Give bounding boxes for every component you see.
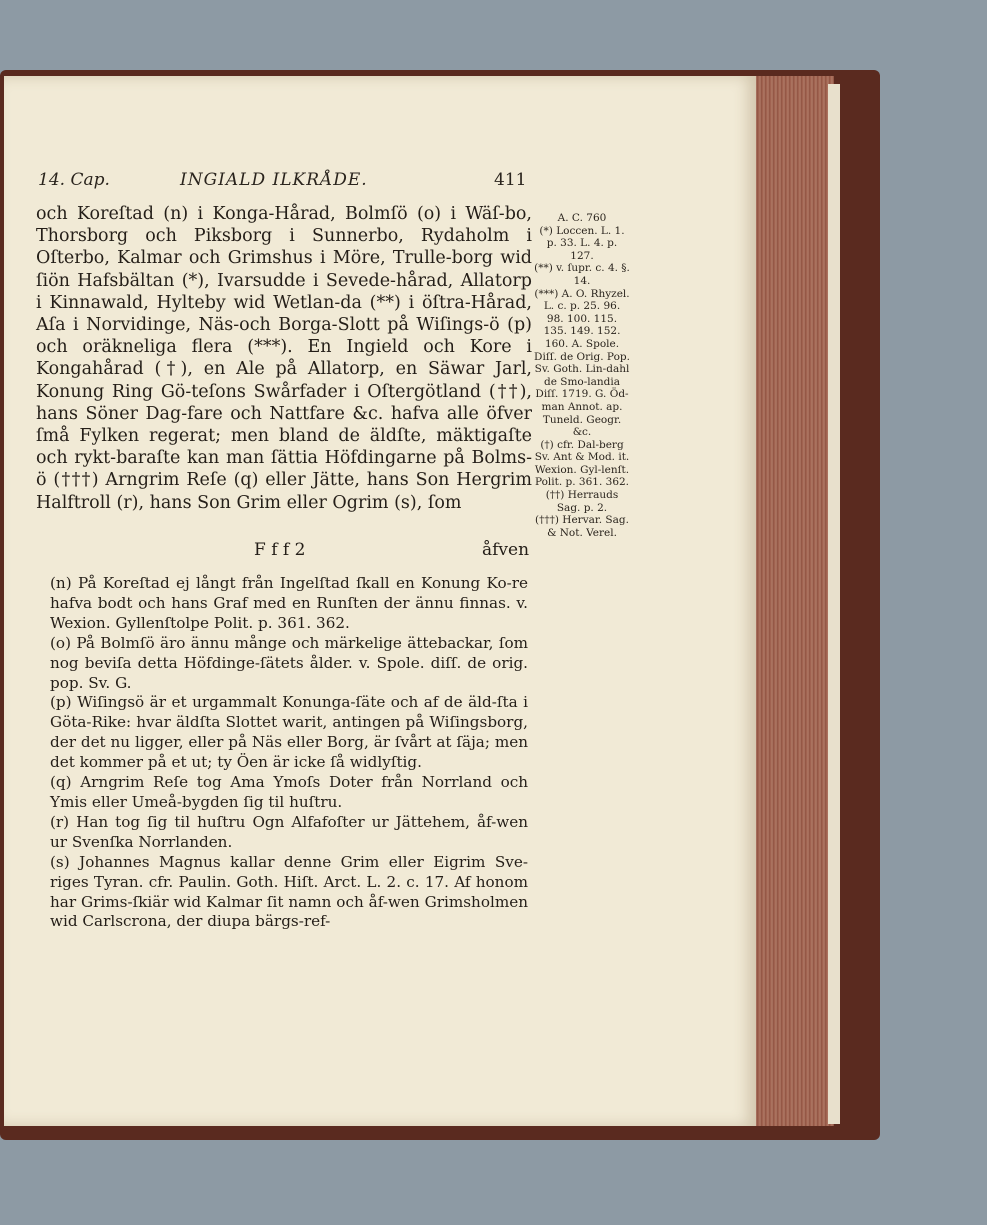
footnotes [50, 574, 528, 932]
page-number: 411 [494, 170, 527, 190]
catchword: åfven [482, 540, 530, 560]
margin-note-5: (††) Herrauds Sag. p. 2. [545, 489, 619, 514]
footnote-s: (s) Johannes Magnus kallar denne Grim eller Eigrim Sve-riges Tyran. cfr. Paulin. Goth. Hiſt. Arct. L. 2. c. 17. Af honom har Grims-ſkiär wid Kalmar ſit namn och åf-wen Grimsholmen wid Carlscrona, der diupa bärgs-ref- [50, 852, 528, 931]
margin-year: A. C. 760 [557, 212, 607, 224]
footnote-o: (o) På Bolmſö äro ännu månge och märkelige ättebackar, ſom nog beviſa detta Höfdinge-ſätets ålder. v. Spole. diſſ. de orig. pop. Sv. G. [50, 633, 528, 692]
footnote-q: (q) Arngrim Reſe tog Ama Ymoſs Doter från Norrland och Ymis eller Umeå-bygden ſig til huſtru. [50, 773, 528, 811]
page-edge-gilt [828, 84, 840, 1124]
margin-note-1: (*) Loccen. L. 1. p. 33. L. 4. p. 127. [539, 224, 625, 262]
margin-note-3: (***) A. O. Rhyzel. L. c. p. 25. 96. 98. 100. 115. 135. 149. 152. 160. A. Spole. Diſſ. de Orig. Pop. Sv. Goth. Lin-dahl de Smo-landia Diſſ. 1719. G. Öd-man Annot. ap. Tuneld. Geogr. &c. [534, 287, 630, 439]
margin-notes [534, 212, 630, 539]
running-title: INGIALD ILKRÅDE. [180, 170, 368, 190]
main-text [36, 203, 532, 514]
chapter-label: 14. Cap. [38, 170, 110, 190]
page-edges [754, 76, 834, 1126]
margin-note-6: (†††) Hervar. Sag. & Not. Verel. [535, 514, 629, 539]
margin-note-2: (**) v. ſupr. c. 4. §. 14. [534, 262, 630, 287]
signature-mark: F f f 2 [254, 540, 306, 560]
footnote-n: (n) På Koreſtad ej långt från Ingelſtad ſkall en Konung Ko-re hafva bodt och hans Graf med en Runſten der ännu finnas. v. Wexion. Gyllenſtolpe Polit. p. 361. 362. [50, 574, 528, 632]
footnote-p: (p) Wiſingsö är et urgammalt Konunga-ſäte och af de äld-ſta i Göta-Rike: hvar äldſta Slottet warit, antingen på Wiſingsborg, der det nu ligger, eller på Näs eller Borg, är ſvårt at ſäja; men det kommer på et ut; ty Öen är icke ſå widlyſtig. [50, 693, 528, 772]
main-paragraph: och Koreſtad (n) i Konga-Hårad, Bolmſö (o) i Wäſ-bo, Thorsborg och Piksborg i Sunnerbo, Rydaholm i Oſterbo, Kalmar och Grimshus i Möre, Trulle-borg wid ſiön Hafsbältan (*), Ivarsudde i Sevede-hårad, Allatorp i Kinnawald, Hylteby wid Wetlan-da (**) i öſtra-Hårad, Aſa i Norvidinge, Näs-och Borga-Slott på Wiſings-ö (p) och oräkneliga flera (***). En Ingield och Kore i Kongahårad (†), en Ale på Allatorp, en Säwar Jarl, Konung Ring Gö-teſons Swårfader i Oſtergötland (††), hans Söner Dag-fare och Nattfare &c. hafva alle öfver ſmå Fylken regerat; men bland de äldſte, mäktigaſte och rykt-baraſte kan man ſättia Höfdingarne på Bolms-ö (†††) Arngrim Reſe (q) eller Jätte, hans Son Hergrim Halftroll (r), hans Son Grim eller Ogrim (s), ſom [36, 204, 532, 513]
footnote-r: (r) Han tog ſig til huſtru Ogn Alfafoſter ur Jättehem, åf-wen ur Svenſka Norrlanden. [50, 812, 528, 851]
margin-note-4: (†) cfr. Dal-berg Sv. Ant & Mod. it. Wexion. Gyl-lenſt. Polit. p. 361. 362. [534, 438, 630, 489]
